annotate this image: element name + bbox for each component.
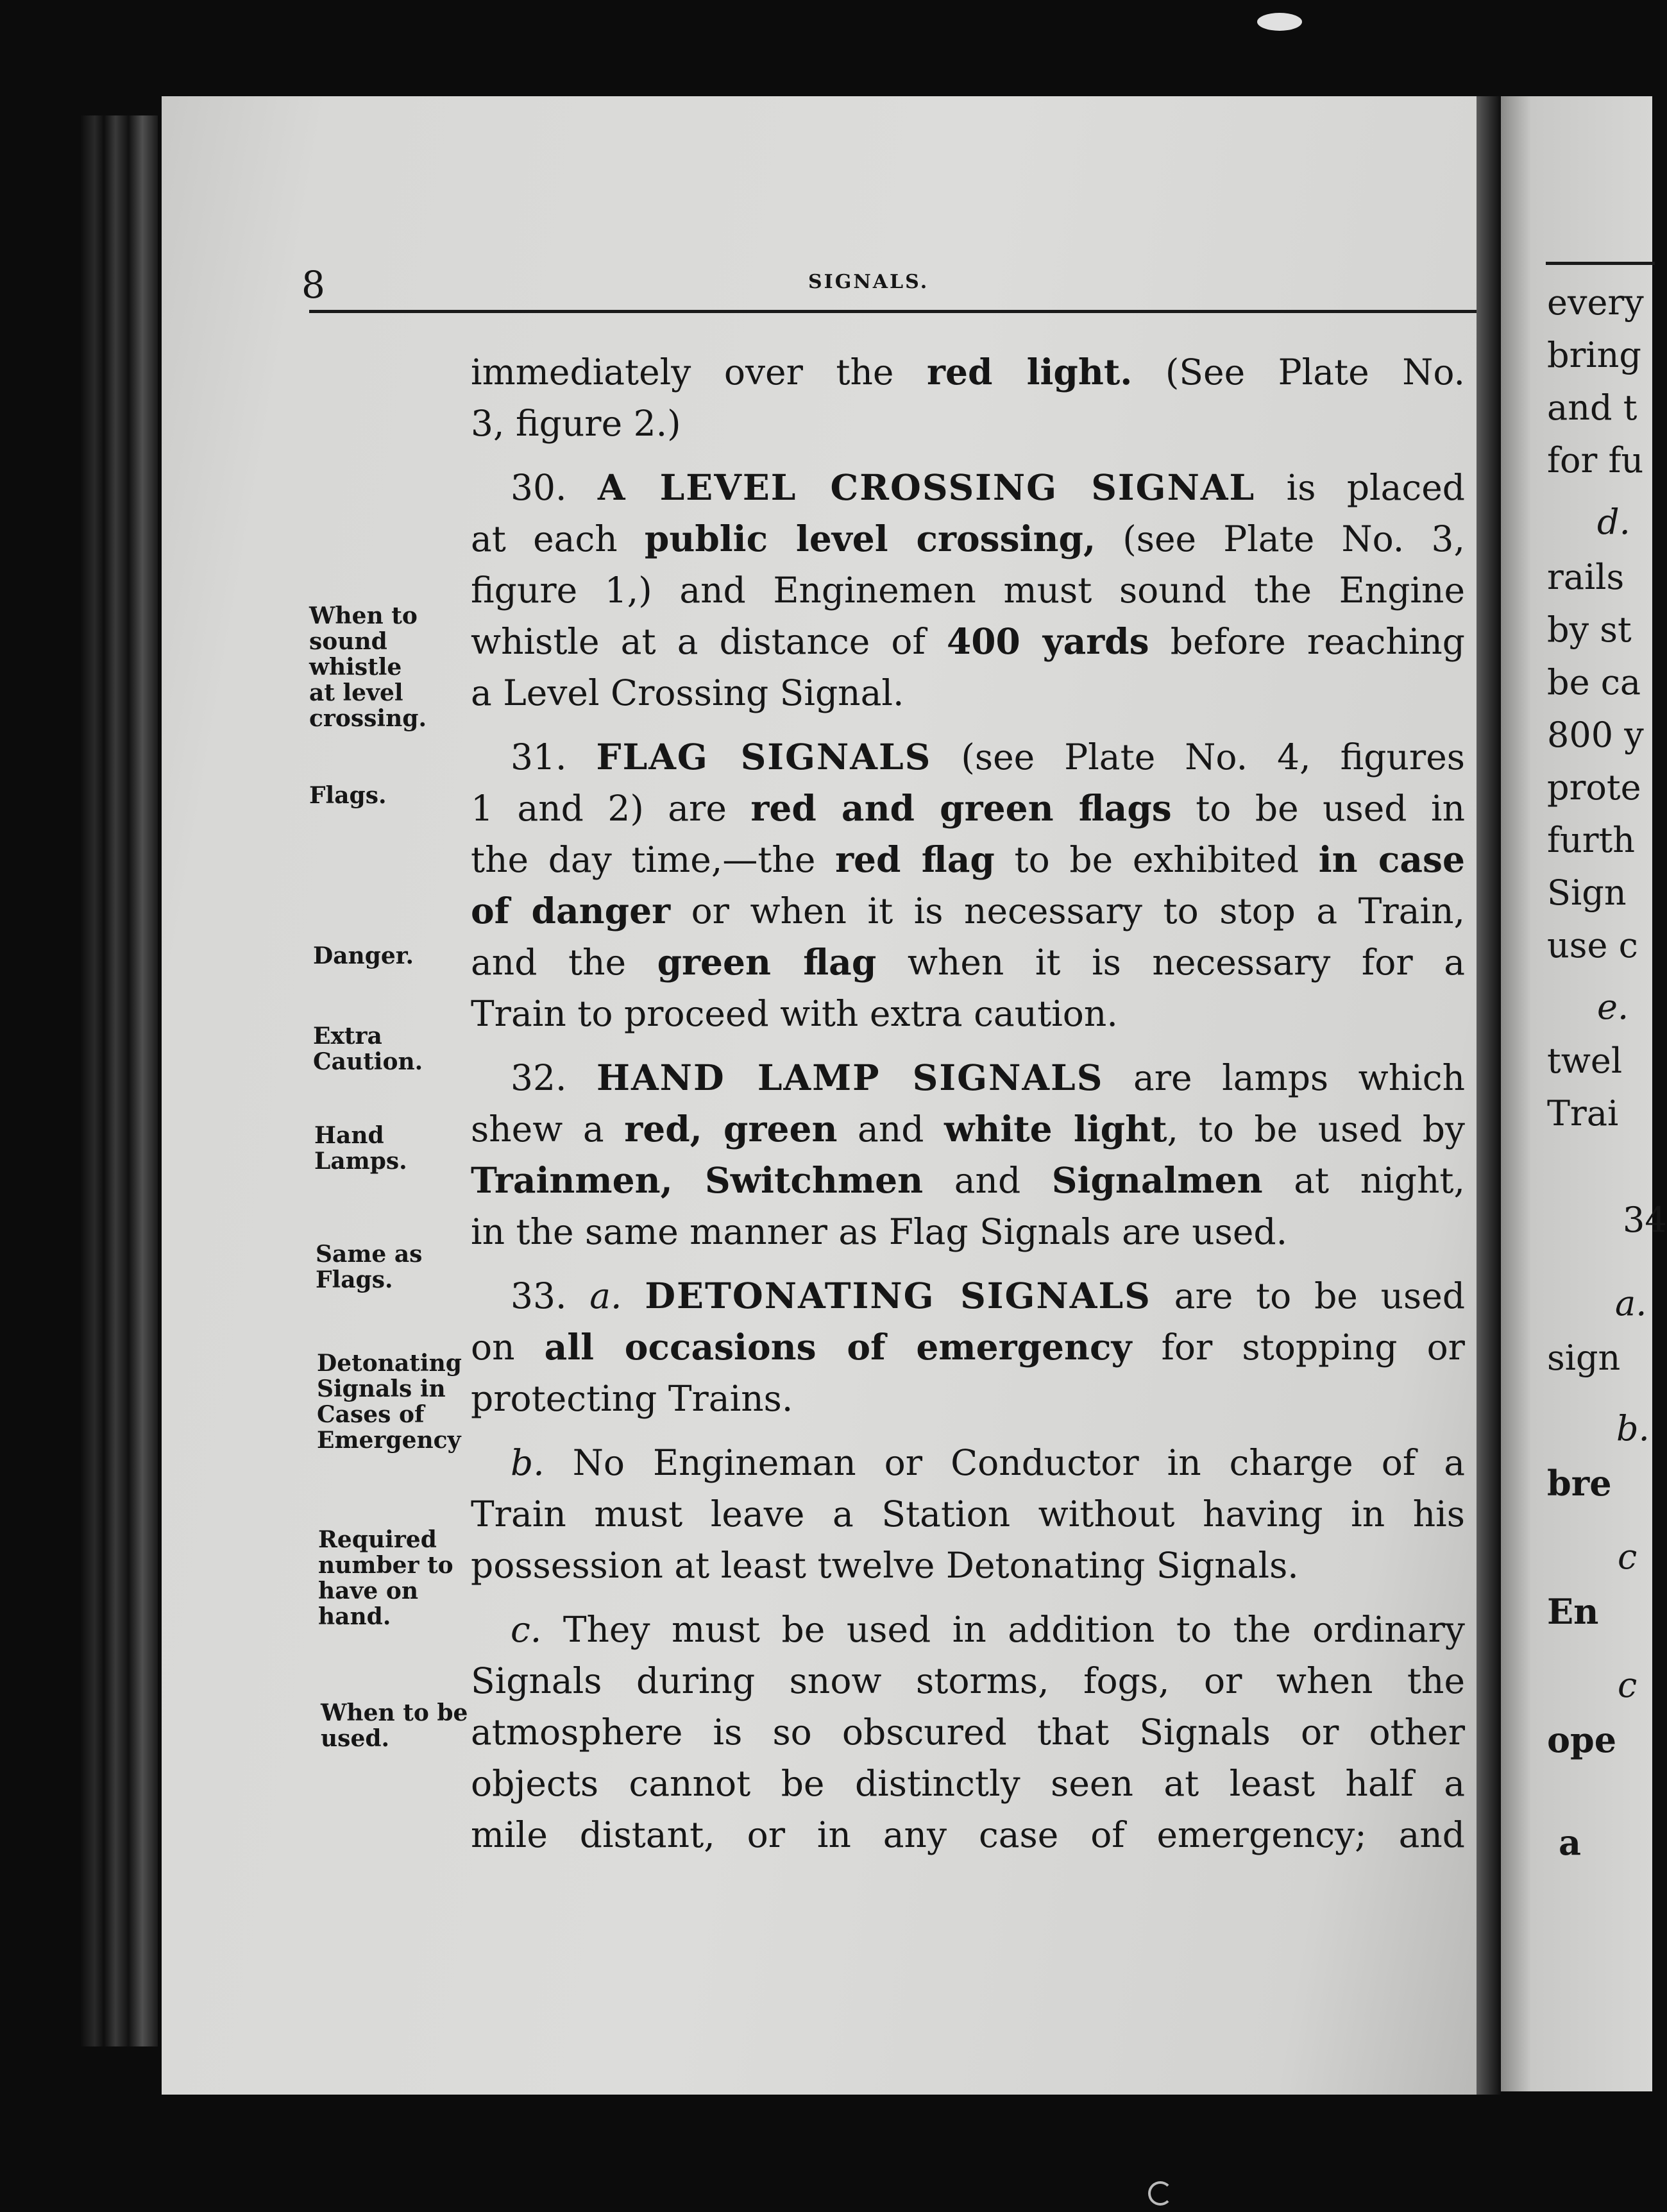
facing-fragment: c xyxy=(1618,1536,1637,1577)
margin-note-hand-lamps: Hand Lamps. xyxy=(314,1122,407,1175)
header-rule xyxy=(309,310,1565,313)
paragraph-33a xyxy=(471,1270,1465,1424)
facing-fragment: Trai xyxy=(1547,1093,1619,1134)
text-line: whistle at a distance of 400 yards before reaching xyxy=(471,620,1465,662)
text-line: atmosphere is so obscured that Signals or other xyxy=(471,1712,1465,1753)
text-line: in the same manner as Flag Signals are used. xyxy=(471,1211,1288,1252)
facing-fragment: ope xyxy=(1547,1719,1617,1760)
page-number: 8 xyxy=(301,263,325,307)
facing-fragment: a xyxy=(1559,1822,1581,1863)
text-line: figure 1,) and Enginemen must sound the Engine xyxy=(471,570,1465,611)
text-line: of danger or when it is necessary to stop a Train, xyxy=(471,890,1465,932)
facing-fragment: d. xyxy=(1597,502,1630,542)
page-gutter xyxy=(1477,96,1502,2095)
text-line: 31. FLAG SIGNALS (see Plate No. 4, figures xyxy=(511,736,1465,778)
facing-fragment: 800 y xyxy=(1547,715,1644,755)
facing-fragment: En xyxy=(1547,1591,1599,1632)
text-line: on all occasions of emergency for stopping or xyxy=(471,1326,1465,1368)
text-line: objects cannot be distinctly seen at least half a xyxy=(471,1763,1465,1804)
text-line: 3, figure 2.) xyxy=(471,403,681,444)
scan-blemish xyxy=(1257,13,1302,31)
facing-fragment: for fu xyxy=(1547,440,1644,481)
margin-note-extra-caution: Extra Caution. xyxy=(313,1023,423,1075)
facing-fragment: Sign xyxy=(1547,872,1627,913)
paragraph-31 xyxy=(471,731,1465,1039)
text-line: Trainmen, Switchmen and Signalmen at night, xyxy=(471,1159,1465,1201)
margin-note-level-crossing: When to sound whistle at level crossing. xyxy=(309,602,427,732)
text-line: 32. HAND LAMP SIGNALS are lamps which xyxy=(511,1057,1465,1098)
main-text xyxy=(471,346,1465,1860)
text-line: immediately over the red light. (See Plate No. xyxy=(471,351,1465,393)
facing-fragment: prote xyxy=(1547,767,1641,808)
text-line: Train must leave a Station without having in his xyxy=(471,1493,1465,1535)
facing-fragment: use c xyxy=(1547,925,1638,966)
facing-fragment: 34 xyxy=(1623,1200,1667,1240)
scan-blemish xyxy=(1148,2181,1172,2206)
text-line: Train to proceed with extra caution. xyxy=(471,993,1118,1034)
paragraph-33b xyxy=(471,1437,1465,1591)
margin-note-flags: Flags. xyxy=(309,782,387,809)
facing-fragment: e. xyxy=(1597,987,1629,1027)
facing-fragment: every xyxy=(1547,282,1644,323)
margin-note-when-used: When to be used. xyxy=(321,1699,468,1752)
facing-fragment: be ca xyxy=(1547,662,1641,702)
margin-note-danger: Danger. xyxy=(313,942,414,969)
margin-note-same-as-flags: Same as Flags. xyxy=(316,1241,423,1293)
running-head: SIGNALS. xyxy=(808,271,929,293)
text-line: at each public level crossing, (see Plate No. 3, xyxy=(471,518,1465,559)
paragraph-29-end xyxy=(471,346,1465,449)
text-line: 33. a. DETONATING SIGNALS are to be used xyxy=(511,1275,1466,1316)
facing-fragment: c xyxy=(1618,1665,1637,1705)
facing-fragment: and t xyxy=(1547,387,1637,428)
text-line: the day time,—the red flag to be exhibited in case xyxy=(471,838,1465,880)
paragraph-32 xyxy=(471,1052,1465,1257)
text-line: mile distant, or in any case of emergency; and xyxy=(471,1814,1465,1855)
facing-fragment: rails xyxy=(1547,557,1625,597)
text-line: a Level Crossing Signal. xyxy=(471,672,904,713)
facing-fragment: a. xyxy=(1615,1283,1647,1323)
facing-header-rule xyxy=(1546,262,1655,265)
page-header xyxy=(162,263,1477,307)
text-line: shew a red, green and white light, to be used by xyxy=(471,1108,1465,1150)
facing-fragment: sign xyxy=(1547,1338,1621,1378)
text-line: protecting Trains. xyxy=(471,1378,793,1419)
book-spine xyxy=(81,115,158,2046)
paragraph-30 xyxy=(471,462,1465,719)
facing-fragment: bring xyxy=(1547,335,1641,375)
facing-fragment: bre xyxy=(1547,1463,1612,1504)
facing-fragment: by st xyxy=(1547,609,1632,650)
text-line: 30. A LEVEL CROSSING SIGNAL is placed xyxy=(511,466,1465,508)
facing-page xyxy=(1501,96,1667,2091)
margin-note-required-number: Required number to have on hand. xyxy=(318,1526,453,1630)
facing-fragment: b. xyxy=(1616,1408,1650,1449)
text-line: Signals during snow storms, fogs, or when the xyxy=(471,1660,1465,1701)
text-line: and the green flag when it is necessary for a xyxy=(471,941,1465,983)
margin-note-detonating: Detonating Signals in Cases of Emergency xyxy=(317,1350,462,1454)
text-line: c. They must be used in addition to the ordinary xyxy=(511,1609,1465,1650)
text-line: b. No Engineman or Conductor in charge of a xyxy=(511,1442,1465,1483)
left-page xyxy=(162,96,1477,2095)
facing-fragment: twel xyxy=(1547,1041,1623,1081)
paragraph-33c xyxy=(471,1604,1465,1860)
text-line: 1 and 2) are red and green flags to be used in xyxy=(471,787,1465,829)
facing-fragment: furth xyxy=(1547,820,1636,860)
text-line: possession at least twelve Detonating Signals. xyxy=(471,1545,1299,1586)
